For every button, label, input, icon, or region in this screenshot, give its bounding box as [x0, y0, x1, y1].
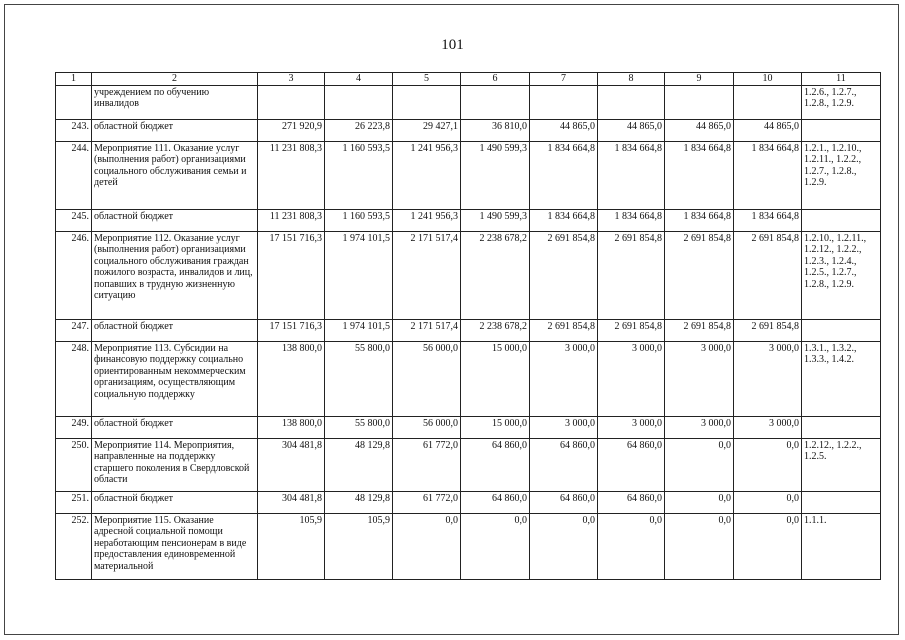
value-cell: 44 865,0 — [734, 119, 802, 141]
value-cell: 0,0 — [734, 513, 802, 579]
reference-cell: 1.3.1., 1.3.2., 1.3.3., 1.4.2. — [802, 341, 881, 416]
value-cell: 64 860,0 — [461, 491, 530, 513]
value-cell — [258, 85, 325, 119]
value-cell — [598, 85, 665, 119]
value-cell: 2 691 854,8 — [598, 231, 665, 319]
value-cell: 1 241 956,3 — [393, 141, 461, 209]
column-header: 6 — [461, 73, 530, 86]
value-cell: 44 865,0 — [598, 119, 665, 141]
value-cell: 3 000,0 — [530, 416, 598, 438]
value-cell: 17 151 716,3 — [258, 231, 325, 319]
value-cell: 61 772,0 — [393, 491, 461, 513]
value-cell — [461, 85, 530, 119]
value-cell: 11 231 808,3 — [258, 209, 325, 231]
column-header: 7 — [530, 73, 598, 86]
table-row — [56, 231, 881, 319]
value-cell: 2 691 854,8 — [530, 231, 598, 319]
row-name-cell: областной бюджет — [92, 209, 258, 231]
reference-cell: 1.2.6., 1.2.7., 1.2.8., 1.2.9. — [802, 85, 881, 119]
value-cell: 105,9 — [325, 513, 393, 579]
value-cell: 138 800,0 — [258, 416, 325, 438]
row-number-cell: 243. — [56, 119, 92, 141]
value-cell: 48 129,8 — [325, 438, 393, 491]
value-cell: 44 865,0 — [665, 119, 734, 141]
value-cell: 2 171 517,4 — [393, 319, 461, 341]
row-number-cell: 250. — [56, 438, 92, 491]
page-number: 101 — [441, 37, 464, 53]
row-name-cell: Мероприятие 113. Субсидии на финансовую поддержку социально ориентированным некоммерческим организациям, осуществляющим социальную поддержку — [92, 341, 258, 416]
column-header: 1 — [56, 73, 92, 86]
value-cell: 0,0 — [734, 491, 802, 513]
row-name-cell: Мероприятие 115. Оказание адресной социальной помощи неработающим пенсионерам в виде предоставления единовременной материальной — [92, 513, 258, 579]
reference-cell — [802, 491, 881, 513]
column-header: 2 — [92, 73, 258, 86]
value-cell: 17 151 716,3 — [258, 319, 325, 341]
value-cell: 138 800,0 — [258, 341, 325, 416]
value-cell: 2 238 678,2 — [461, 319, 530, 341]
value-cell: 2 691 854,8 — [530, 319, 598, 341]
value-cell: 0,0 — [461, 513, 530, 579]
value-cell: 1 834 664,8 — [598, 141, 665, 209]
row-number-cell: 249. — [56, 416, 92, 438]
value-cell: 1 974 101,5 — [325, 319, 393, 341]
row-name-cell: Мероприятие 112. Оказание услуг (выполнения работ) организациями социального обслуживания граждан пожилого возраста, инвалидов и лиц, попавших в трудную жизненную ситуацию — [92, 231, 258, 319]
column-header: 8 — [598, 73, 665, 86]
value-cell: 64 860,0 — [461, 438, 530, 491]
value-cell — [530, 85, 598, 119]
reference-cell: 1.2.10., 1.2.11., 1.2.12., 1.2.2., 1.2.3., 1.2.4., 1.2.5., 1.2.7., 1.2.8., 1.2.9. — [802, 231, 881, 319]
value-cell: 1 834 664,8 — [598, 209, 665, 231]
value-cell: 1 974 101,5 — [325, 231, 393, 319]
value-cell: 29 427,1 — [393, 119, 461, 141]
value-cell: 304 481,8 — [258, 438, 325, 491]
value-cell: 0,0 — [665, 438, 734, 491]
value-cell: 271 920,9 — [258, 119, 325, 141]
value-cell: 2 171 517,4 — [393, 231, 461, 319]
reference-cell: 1.1.1. — [802, 513, 881, 579]
column-header: 3 — [258, 73, 325, 86]
table-row — [56, 209, 881, 231]
value-cell: 1 834 664,8 — [734, 141, 802, 209]
value-cell: 55 800,0 — [325, 341, 393, 416]
value-cell: 56 000,0 — [393, 341, 461, 416]
value-cell: 61 772,0 — [393, 438, 461, 491]
value-cell: 2 691 854,8 — [665, 319, 734, 341]
table-row — [56, 491, 881, 513]
value-cell: 1 490 599,3 — [461, 209, 530, 231]
row-name-cell: областной бюджет — [92, 119, 258, 141]
row-number-cell: 247. — [56, 319, 92, 341]
row-name-cell: областной бюджет — [92, 416, 258, 438]
value-cell: 304 481,8 — [258, 491, 325, 513]
value-cell: 105,9 — [258, 513, 325, 579]
row-number-cell: 244. — [56, 141, 92, 209]
column-header: 10 — [734, 73, 802, 86]
column-header: 11 — [802, 73, 881, 86]
column-header: 4 — [325, 73, 393, 86]
value-cell: 3 000,0 — [530, 341, 598, 416]
budget-table — [55, 72, 881, 580]
table-row — [56, 416, 881, 438]
value-cell: 3 000,0 — [665, 416, 734, 438]
value-cell: 64 860,0 — [598, 438, 665, 491]
value-cell: 56 000,0 — [393, 416, 461, 438]
value-cell: 26 223,8 — [325, 119, 393, 141]
row-name-cell: учреждением по обучению инвалидов — [92, 85, 258, 119]
row-number-cell: 246. — [56, 231, 92, 319]
value-cell: 3 000,0 — [598, 341, 665, 416]
value-cell: 0,0 — [393, 513, 461, 579]
value-cell: 1 241 956,3 — [393, 209, 461, 231]
value-cell — [393, 85, 461, 119]
reference-cell — [802, 209, 881, 231]
value-cell: 1 160 593,5 — [325, 141, 393, 209]
value-cell: 64 860,0 — [530, 438, 598, 491]
value-cell: 1 834 664,8 — [734, 209, 802, 231]
table-row — [56, 119, 881, 141]
row-number-cell: 248. — [56, 341, 92, 416]
table-row — [56, 341, 881, 416]
value-cell: 1 834 664,8 — [530, 209, 598, 231]
value-cell: 2 691 854,8 — [665, 231, 734, 319]
value-cell: 2 691 854,8 — [734, 319, 802, 341]
value-cell — [734, 85, 802, 119]
value-cell: 0,0 — [665, 513, 734, 579]
row-name-cell: Мероприятие 111. Оказание услуг (выполнения работ) организациями социального обслуживания семьи и детей — [92, 141, 258, 209]
column-header: 9 — [665, 73, 734, 86]
reference-cell: 1.2.1., 1.2.10., 1.2.11., 1.2.2., 1.2.7., 1.2.8., 1.2.9. — [802, 141, 881, 209]
value-cell: 0,0 — [665, 491, 734, 513]
value-cell — [325, 85, 393, 119]
row-name-cell: Мероприятие 114. Мероприятия, направленные на поддержку старшего поколения в Свердловской области — [92, 438, 258, 491]
value-cell: 0,0 — [734, 438, 802, 491]
row-number-cell: 245. — [56, 209, 92, 231]
value-cell: 11 231 808,3 — [258, 141, 325, 209]
row-name-cell: областной бюджет — [92, 319, 258, 341]
value-cell: 3 000,0 — [598, 416, 665, 438]
reference-cell — [802, 416, 881, 438]
value-cell: 64 860,0 — [530, 491, 598, 513]
reference-cell — [802, 319, 881, 341]
value-cell: 0,0 — [598, 513, 665, 579]
value-cell — [665, 85, 734, 119]
value-cell: 15 000,0 — [461, 416, 530, 438]
value-cell: 1 490 599,3 — [461, 141, 530, 209]
value-cell: 3 000,0 — [734, 341, 802, 416]
row-number-cell: 251. — [56, 491, 92, 513]
row-name-cell: областной бюджет — [92, 491, 258, 513]
table-row — [56, 85, 881, 119]
row-number-cell: 252. — [56, 513, 92, 579]
value-cell: 15 000,0 — [461, 341, 530, 416]
value-cell: 1 160 593,5 — [325, 209, 393, 231]
value-cell: 1 834 664,8 — [665, 141, 734, 209]
header-row — [56, 73, 881, 86]
value-cell: 48 129,8 — [325, 491, 393, 513]
value-cell: 1 834 664,8 — [665, 209, 734, 231]
table-row — [56, 438, 881, 491]
reference-cell — [802, 119, 881, 141]
value-cell: 44 865,0 — [530, 119, 598, 141]
row-number-cell — [56, 85, 92, 119]
value-cell: 64 860,0 — [598, 491, 665, 513]
value-cell: 3 000,0 — [734, 416, 802, 438]
table-row — [56, 513, 881, 579]
value-cell: 1 834 664,8 — [530, 141, 598, 209]
column-header: 5 — [393, 73, 461, 86]
value-cell: 2 238 678,2 — [461, 231, 530, 319]
table-row — [56, 141, 881, 209]
value-cell: 2 691 854,8 — [734, 231, 802, 319]
table-row — [56, 319, 881, 341]
value-cell: 36 810,0 — [461, 119, 530, 141]
value-cell: 0,0 — [530, 513, 598, 579]
table-body — [56, 85, 881, 579]
value-cell: 2 691 854,8 — [598, 319, 665, 341]
value-cell: 55 800,0 — [325, 416, 393, 438]
reference-cell: 1.2.12., 1.2.2., 1.2.5. — [802, 438, 881, 491]
value-cell: 3 000,0 — [665, 341, 734, 416]
